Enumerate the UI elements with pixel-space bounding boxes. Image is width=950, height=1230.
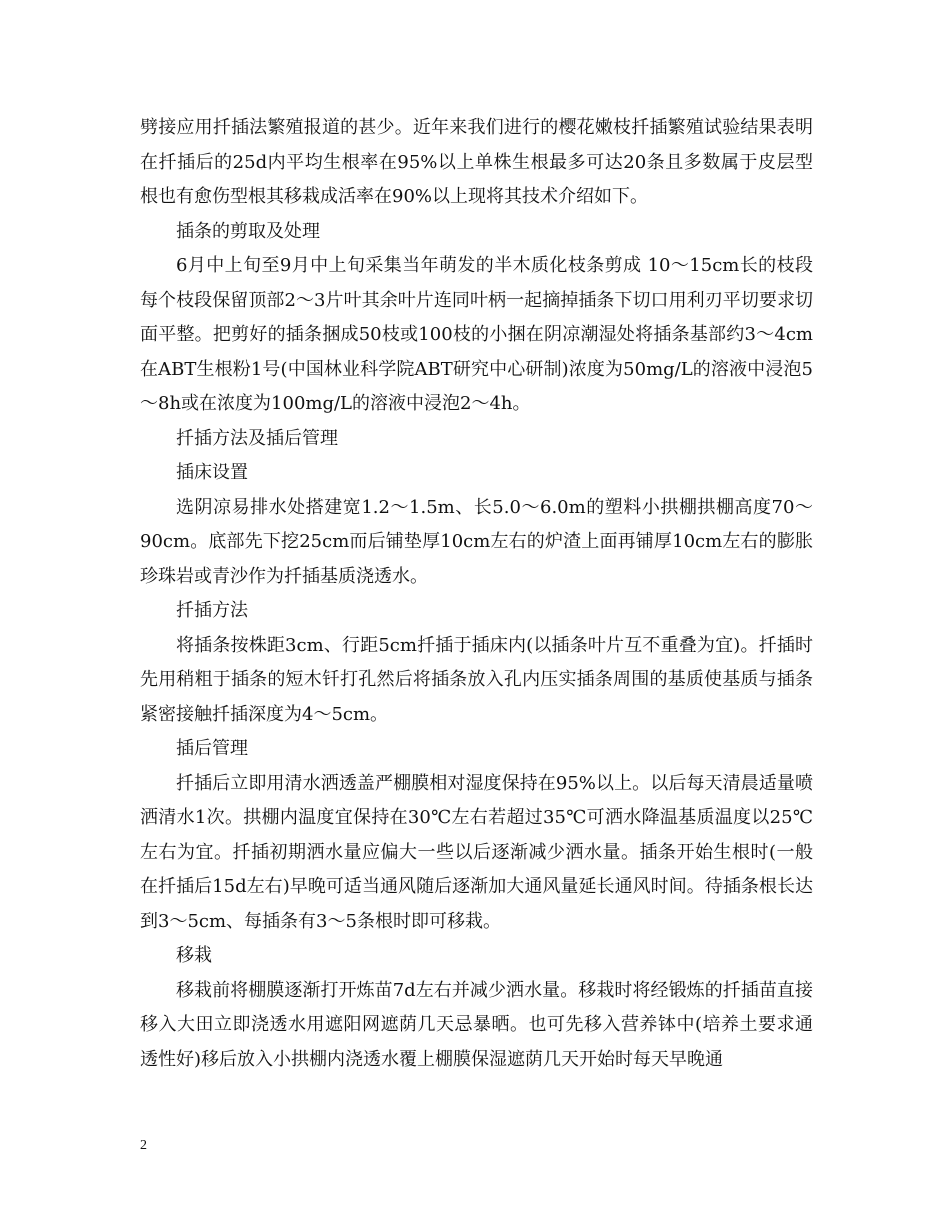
subheading-cutting-method: 扦插方法: [176, 600, 248, 621]
subheading-post-cutting-management: 插后管理: [176, 738, 248, 759]
section-heading-method-and-management: 扦插方法及插后管理: [176, 427, 338, 449]
document-body: [140, 111, 813, 1077]
section-heading-cutting-preparation: 插条的剪取及处理: [176, 220, 320, 242]
page-number: 2: [140, 1138, 147, 1153]
paragraph-cutting-preparation: 6月中上旬至9月中上旬采集当年萌发的半木质化枝条剪成 10～15cm长的枝段每个枝段保留顶部2～3片叶其余叶片连同叶柄一起摘掉插条下切口用利刃平切要求切面平整。把剪好的插条捆成50枝或100枝的小捆在阴凉潮湿处将插条基部约3～4cm在ABT生根粉1号(中国林业科学院ABT研究中心研制)浓度为50mg/L的溶液中浸泡5～8h或在浓度为100mg/L的溶液中浸泡2～4h。: [140, 255, 813, 414]
paragraph-transplanting: 移栽前将棚膜逐渐打开炼苗7d左右并减少洒水量。移栽时将经锻炼的扦插苗直接移入大田立即浇透水用遮阳网遮荫几天忌暴晒。也可先移入营养钵中(培养土要求通透性好)移后放入小拱棚内浇透水覆上棚膜保湿遮荫几天开始时每天早晚通: [140, 979, 813, 1070]
subheading-transplanting: 移栽: [176, 945, 212, 966]
paragraph-cutting-method: 将插条按株距3cm、行距5cm扦插于插床内(以插条叶片互不重叠为宜)。扦插时先用稍粗于插条的短木钎打孔然后将插条放入孔内压实插条周围的基质使基质与插条紧密接触扦插深度为4～5cm。: [140, 634, 813, 725]
paragraph-post-cutting-management: 扦插后立即用清水洒透盖严棚膜相对湿度保持在95%以上。以后每天清晨适量喷洒清水1次。拱棚内温度宜保持在30℃左右若超过35℃可洒水降温基质温度以25℃左右为宜。扦插初期洒水量应偏大一些以后逐渐减少洒水量。插条开始生根时(一般在扦插后15d左右)早晚可适当通风随后逐渐加大通风量延长通风时间。待插条根长达到3～5cm、每插条有3～5条根时即可移栽。: [140, 772, 813, 932]
paragraph-bed-setup: 选阴凉易排水处搭建宽1.2～1.5m、长5.0～6.0m的塑料小拱棚拱棚高度70～90cm。底部先下挖25cm而后铺垫厚10cm左右的炉渣上面再铺厚10cm左右的膨胀珍珠岩或青沙作为扦插基质浇透水。: [140, 496, 813, 587]
paragraph-intro-continued: 劈接应用扦插法繁殖报道的甚少。近年来我们进行的樱花嫩枝扦插繁殖试验结果表明在扦插后的25d内平均生根率在95%以上单株生根最多可达20条且多数属于皮层型根也有愈伤型根其移栽成活率在90%以上现将其技术介绍如下。: [140, 117, 813, 207]
subheading-bed-setup: 插床设置: [176, 462, 248, 483]
